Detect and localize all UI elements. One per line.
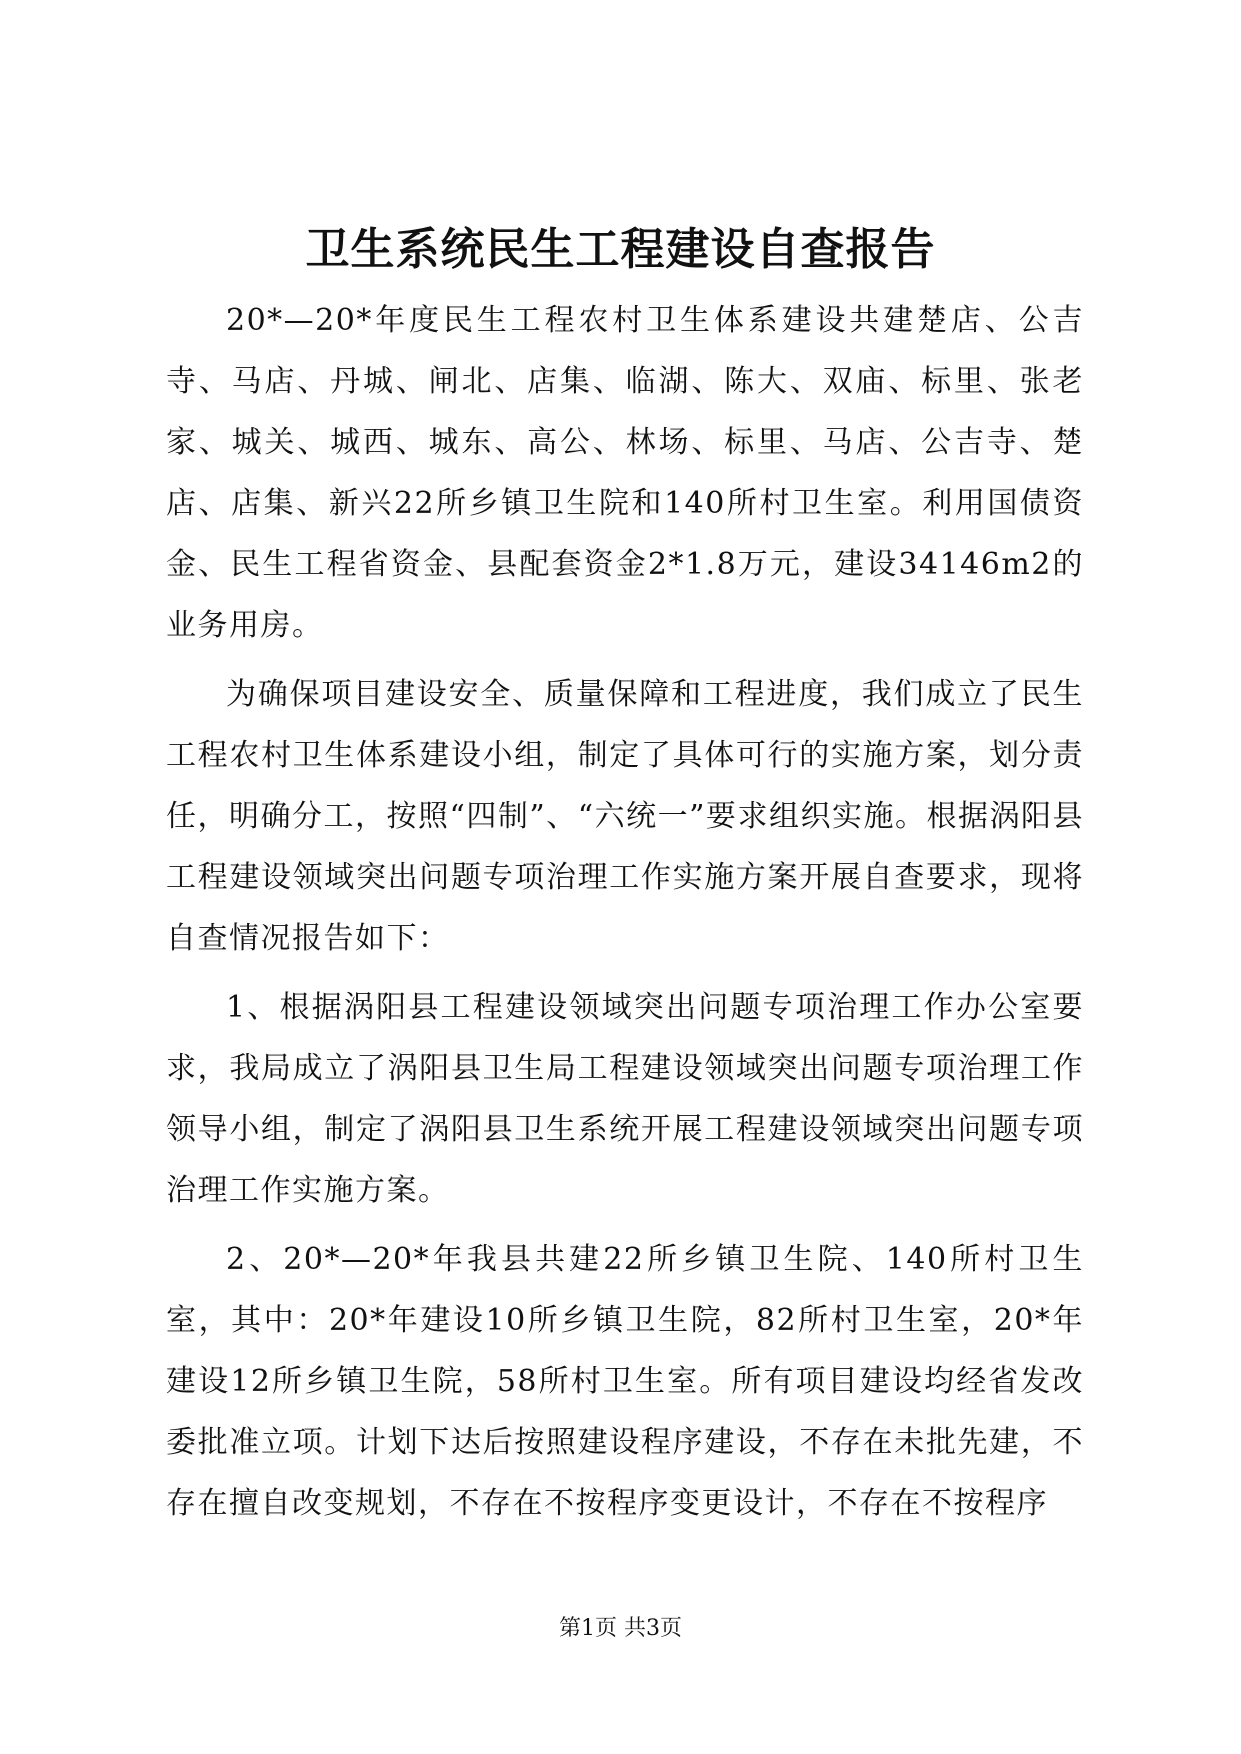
document-title: 卫生系统民生工程建设自查报告 <box>305 224 936 275</box>
document-body <box>166 290 1084 1534</box>
paragraph-item-1: 1、根据涡阳县工程建设领域突出问题专项治理工作办公室要求，我局成立了涡阳县卫生局工程建设领域突出问题专项治理工作领导小组，制定了涡阳县卫生系统开展工程建设领域突出问题专项治理工作实施方案。 <box>166 990 1084 1208</box>
page-number-footer: 第1页 共3页 <box>559 1616 682 1641</box>
paragraph-intro: 20*—20*年度民生工程农村卫生体系建设共建楚店、公吉寺、马店、丹城、闸北、店集、临湖、陈大、双庙、标里、张老家、城关、城西、城东、高公、林场、标里、马店、公吉寺、楚店、店集、新兴22所乡镇卫生院和140所村卫生室。利用国债资金、民生工程省资金、县配套资金2*1.8万元，建设34146m2的业务用房。 <box>166 303 1084 643</box>
paragraph-item-2: 2、20*—20*年我县共建22所乡镇卫生院、140所村卫生室，其中：20*年建设10所乡镇卫生院，82所村卫生室，20*年建设12所乡镇卫生院，58所村卫生室。所有项目建设均经省发改委批准立项。计划下达后按照建设程序建设，不存在未批先建，不存在擅自改变规划，不存在不按程序变更设计，不存在不按程序 <box>166 1242 1084 1521</box>
paragraph-purpose: 为确保项目建设安全、质量保障和工程进度，我们成立了民生工程农村卫生体系建设小组，制定了具体可行的实施方案，划分责任，明确分工，按照“四制”、“六统一”要求组织实施。根据涡阳县工程建设领域突出问题专项治理工作实施方案开展自查要求，现将自查情况报告如下： <box>166 677 1084 956</box>
